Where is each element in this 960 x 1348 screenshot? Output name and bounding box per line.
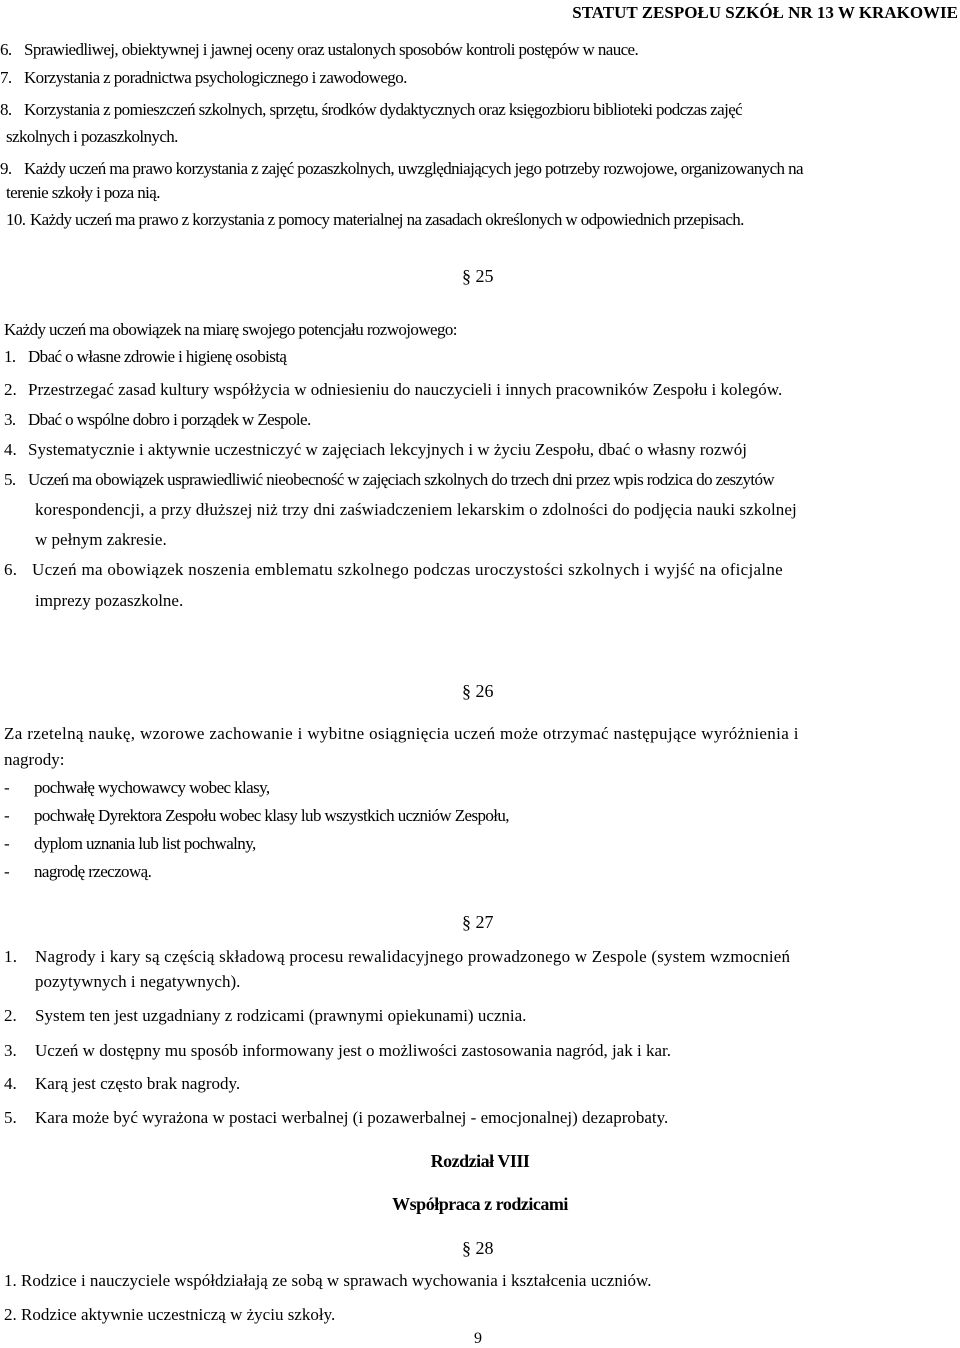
list-item-continuation: korespondencji, a przy dłuższej niż trzy dni zaświadczeniem lekarskim o zdolności do podjęcia nauki szkolnej [35,500,797,519]
list-item-continuation: imprezy pozaszkolne. [35,591,184,610]
list-item-continuation: szkolnych i pozaszkolnych. [6,127,178,146]
list-item: 10. Każdy uczeń ma prawo z korzystania z pomocy materialnej na zasadach określonych w odpowiednich przepisach. [6,210,744,229]
section-intro: Każdy uczeń ma obowiązek na miarę swojego potencjału rozwojowego: [4,320,457,339]
chapter-subtitle: Współpraca z rodzicami [392,1194,568,1214]
list-item: 6. Uczeń ma obowiązek noszenia emblematu szkolnego podczas uroczystości szkolnych i wyjść na oficjalne [4,560,784,579]
list-item: 3. Dbać o wspólne dobro i porządek w Zespole. [4,410,311,429]
list-item: - dyplom uznania lub list pochwalny, [4,834,256,853]
chapter-title: Rozdział VIII [430,1151,530,1171]
list-item: 1. Dbać o własne zdrowie i higienę osobistą [4,347,287,366]
list-item: 8. Korzystania z pomieszczeń szkolnych, sprzętu, środków dydaktycznych oraz księgozbioru biblioteki podczas zajęć [0,100,743,119]
section-heading: § 27 [462,912,494,932]
list-item-continuation: w pełnym zakresie. [35,530,167,549]
list-item: - pochwałę Dyrektora Zespołu wobec klasy lub wszystkich uczniów Zespołu, [4,806,509,825]
list-item: 2. Przestrzegać zasad kultury współżycia w odniesieniu do nauczycieli i innych pracowników Zespołu i kolegów. [4,380,783,399]
list-item: 2. Rodzice aktywnie uczestniczą w życiu szkoły. [4,1305,336,1324]
list-item: - nagrodę rzeczową. [4,862,152,881]
section-heading: § 28 [462,1238,494,1258]
section-heading: § 26 [462,681,494,701]
list-item: 9. Każdy uczeń ma prawo korzystania z zajęć pozaszkolnych, uwzględniających jego potrzeby rozwojowe, organizowanych na [0,159,803,178]
list-item-continuation: terenie szkoły i poza nią. [6,183,160,202]
list-item: 1. Rodzice i nauczyciele współdziałają ze sobą w sprawach wychowania i kształcenia uczniów. [4,1271,652,1290]
list-item: 3. Uczeń w dostępny mu sposób informowany jest o możliwości zastosowania nagród, jak i kar. [4,1041,671,1060]
list-item: 4. Karą jest często brak nagrody. [4,1074,241,1093]
list-item: 6. Sprawiedliwej, obiektywnej i jawnej oceny oraz ustalonych sposobów kontroli postępów w nauce. [0,40,639,59]
list-item: 5. Kara może być wyrażona w postaci werbalnej (i pozawerbalnej - emocjonalnej) dezaprobaty. [4,1108,669,1127]
section-heading: § 25 [462,266,494,286]
list-item-continuation: pozytywnych i negatywnych). [35,972,241,991]
list-item: 4. Systematycznie i aktywnie uczestniczyć w zajęciach lekcyjnych i w życiu Zespołu, dbać o własny rozwój [4,440,747,459]
list-item: - pochwałę wychowawcy wobec klasy, [4,778,270,797]
list-item: 7. Korzystania z poradnictwa psychologicznego i zawodowego. [0,68,407,87]
list-item: 5. Uczeń ma obowiązek usprawiedliwić nieobecność w zajęciach szkolnych do trzech dni przez wpis rodzica do zeszytów [4,470,775,489]
list-item: 2. System ten jest uzgadniany z rodzicami (prawnymi opiekunami) ucznia. [4,1006,527,1025]
section-intro: Za rzetelną naukę, wzorowe zachowanie i wybitne osiągnięcia uczeń może otrzymać następujące wyróżnienia i [4,724,799,743]
list-item: 1. Nagrody i kary są częścią składową procesu rewalidacyjnego prowadzonego w Zespole (system wzmocnień [4,947,791,966]
section-intro-continuation: nagrody: [4,750,65,769]
running-header: STATUT ZESPOŁU SZKÓŁ NR 13 W KRAKOWIE [572,3,958,22]
page-number: 9 [474,1330,482,1347]
